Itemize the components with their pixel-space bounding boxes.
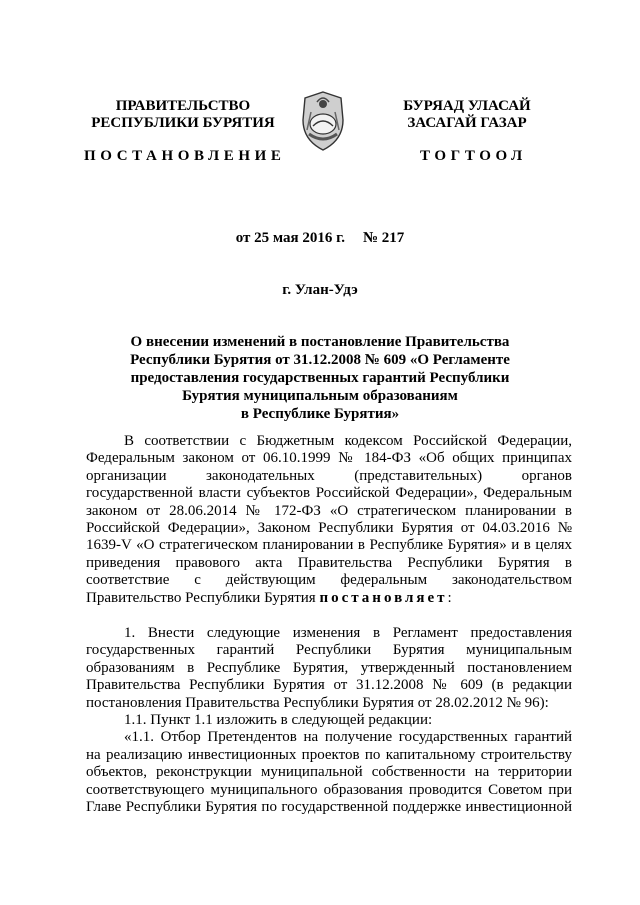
quote-line: «1.1. Отбор Претендентов на получение государственных гарантий (124, 729, 572, 746)
text-line: законом от 28.06.2014 № 172-ФЗ «О стратегическом планировании в (86, 502, 572, 519)
text-line: В соответствии с Бюджетным кодексом Российской Федерации, (124, 433, 572, 449)
title-line: Республики Бурятия от 31.12.2008 № 609 «О Регламенте (130, 352, 510, 368)
title-line: О внесении изменений в постановление Правительства (130, 334, 510, 350)
item-1-1-line: 1.1. Пункт 1.1 изложить в следующей редакции: (124, 712, 433, 729)
text-line: государственных гарантий Республики Бурятия муниципальным (86, 642, 572, 659)
quote-line: Главе Республики Бурятия по государственной поддержке инвестиционной (86, 799, 572, 816)
government-name: Правительство Республики Бурятия (86, 589, 316, 606)
header-left (78, 98, 288, 132)
text-line: 1. Внести следующие изменения в Регламент предоставления (124, 625, 572, 641)
header-right-line: ЗАСАГАЙ ГАЗАР (407, 115, 527, 131)
coat-of-arms-icon (299, 90, 347, 152)
title-line: предоставления государственных гарантий Республики (130, 370, 510, 386)
text-line-final: Правительство Республики Бурятия постановляет: (86, 589, 452, 606)
preamble-paragraph (86, 433, 572, 607)
text-line: государственной власти субъектов Российской Федерации», Федеральным (86, 485, 572, 502)
text-line: организации законодательных (представительных) органов (86, 467, 572, 484)
text-line: 1639-V «О стратегическом планировании в Республике Бурятия» и в целях (86, 537, 572, 554)
header-left-line: РЕСПУБЛИКИ БУРЯТИЯ (91, 115, 275, 131)
doctype-left: ПОСТАНОВЛЕНИЕ (84, 148, 286, 164)
document-number: № 217 (362, 230, 405, 246)
quote-line: соответствующего муниципального образования проводится Советом при (86, 781, 572, 798)
quote-line: на реализацию инвестиционных проектов по капитальному строительству (86, 746, 572, 763)
resolves-word: постановляет (319, 589, 448, 606)
city: г. Улан-Удэ (282, 282, 358, 298)
text-line: приведения правового акта Правительства Республики Бурятия в (86, 554, 572, 571)
doctype-right: ТОГТООЛ (420, 148, 527, 164)
text-line: образованиям в Республике Бурятия, утвержденный постановлением (86, 659, 572, 676)
date-line (0, 230, 640, 247)
header-left-line: ПРАВИТЕЛЬСТВО (115, 98, 251, 114)
title-line: Бурятия муниципальным образованиям (182, 388, 458, 404)
quote-line: объектов, реконструкции муниципальной собственности на территории (86, 764, 572, 781)
header-right-line: БУРЯАД УЛАСАЙ (403, 98, 531, 114)
header-right (362, 98, 572, 132)
text-line: Российской Федерации», Законом Республики Бурятия от 04.03.2016 № (86, 520, 572, 537)
text-line: Федеральным законом от 06.10.1999 № 184-ФЗ «Об общих принципах (86, 450, 572, 467)
document-date: от 25 мая 2016 г. (235, 230, 345, 246)
text-line: постановления Правительства Республики Бурятия от 28.02.2012 № 96): (86, 694, 549, 711)
text-line: соответствие с действующим федеральным законодательством (86, 572, 572, 589)
title-line: в Республике Бурятия» (240, 406, 400, 422)
document-title (110, 333, 530, 423)
item-1-paragraph (86, 625, 572, 816)
text-line: Правительства Республики Бурятия от 31.12.2008 № 609 (в редакции (86, 677, 572, 694)
